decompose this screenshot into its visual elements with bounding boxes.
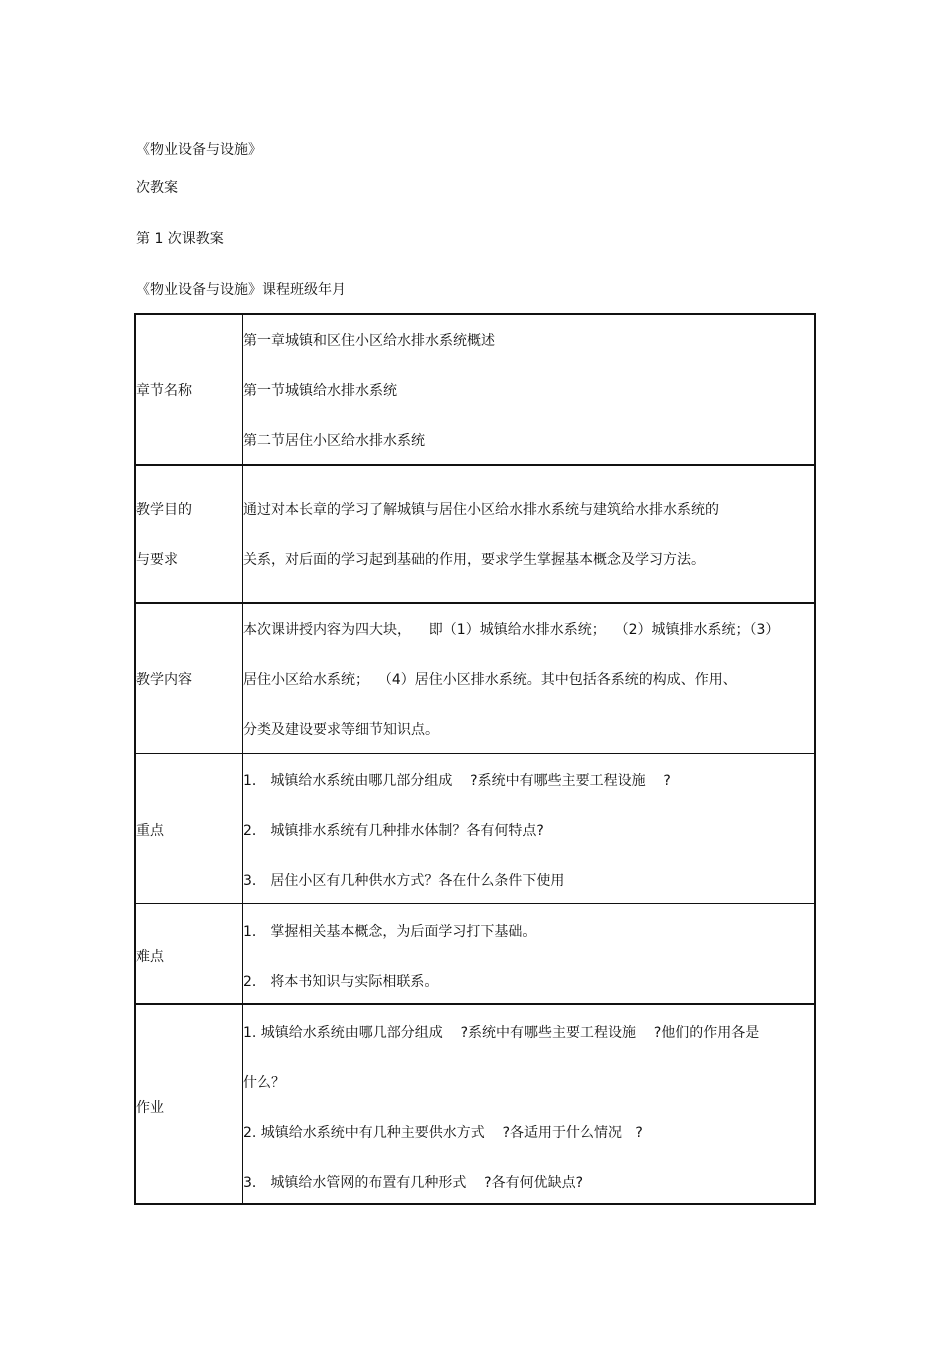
row-label-content: 教学内容 bbox=[136, 672, 192, 688]
objectives-line: 关系，对后面的学习起到基础的作用，要求学生掌握基本概念及学习方法。 bbox=[243, 552, 705, 568]
chapter-line: 第二节居住小区给水排水系统 bbox=[243, 433, 425, 449]
course-info-line: 《物业设备与设施》课程班级年月 bbox=[136, 282, 346, 298]
homework-item: 3． 城镇给水管网的布置有几种形式 ?各有何优缺点? bbox=[243, 1175, 584, 1191]
difficulty-item: 2． 将本书知识与实际相联系。 bbox=[243, 974, 439, 990]
chapter-line: 第一章城镇和区住小区给水排水系统概述 bbox=[243, 333, 495, 349]
row-divider bbox=[135, 464, 815, 466]
row-divider bbox=[135, 903, 815, 904]
objectives-line: 通过对本长章的学习了解城镇与居住小区给水排水系统与建筑给水排水系统的 bbox=[243, 502, 719, 518]
row-divider bbox=[135, 1003, 815, 1005]
row-label-key-points: 重点 bbox=[136, 823, 164, 839]
homework-item: 1. 城镇给水系统由哪几部分组成 ?系统中有哪些主要工程设施 ?他们的作用各是 bbox=[243, 1025, 760, 1041]
row-divider bbox=[135, 753, 815, 754]
row-label-chapter-name: 章节名称 bbox=[136, 383, 192, 399]
content-line: 本次课讲授内容为四大块， 即（1）城镇给水排水系统； （2）城镇排水系统；（3） bbox=[243, 622, 780, 638]
lesson-number: 第 1 次课教案 bbox=[136, 231, 224, 247]
content-line: 分类及建设要求等细节知识点。 bbox=[243, 722, 439, 738]
difficulty-item: 1． 掌握相关基本概念，为后面学习打下基础。 bbox=[243, 924, 537, 940]
content-line: 居住小区给水系统； （4）居住小区排水系统。其中包括各系统的构成、作用、 bbox=[243, 672, 737, 688]
homework-item: 什么？ bbox=[243, 1075, 285, 1091]
document-subtitle: 次教案 bbox=[136, 180, 178, 196]
document-title: 《物业设备与设施》 bbox=[136, 142, 262, 158]
row-label-objectives: 与要求 bbox=[136, 552, 178, 568]
row-label-homework: 作业 bbox=[136, 1100, 164, 1116]
key-point-item: 2． 城镇排水系统有几种排水体制？各有何特点? bbox=[243, 823, 544, 839]
key-point-item: 1． 城镇给水系统由哪几部分组成 ?系统中有哪些主要工程设施 ? bbox=[243, 773, 671, 789]
homework-item: 2. 城镇给水系统中有几种主要供水方式 ?各适用于什么情况 ? bbox=[243, 1125, 643, 1141]
row-label-objectives: 教学目的 bbox=[136, 502, 192, 518]
chapter-line: 第一节城镇给水排水系统 bbox=[243, 383, 397, 399]
key-point-item: 3． 居住小区有几种供水方式？各在什么条件下使用 bbox=[243, 873, 565, 889]
row-label-difficulties: 难点 bbox=[136, 949, 164, 965]
table-border bbox=[134, 313, 816, 1205]
row-divider bbox=[135, 602, 815, 604]
